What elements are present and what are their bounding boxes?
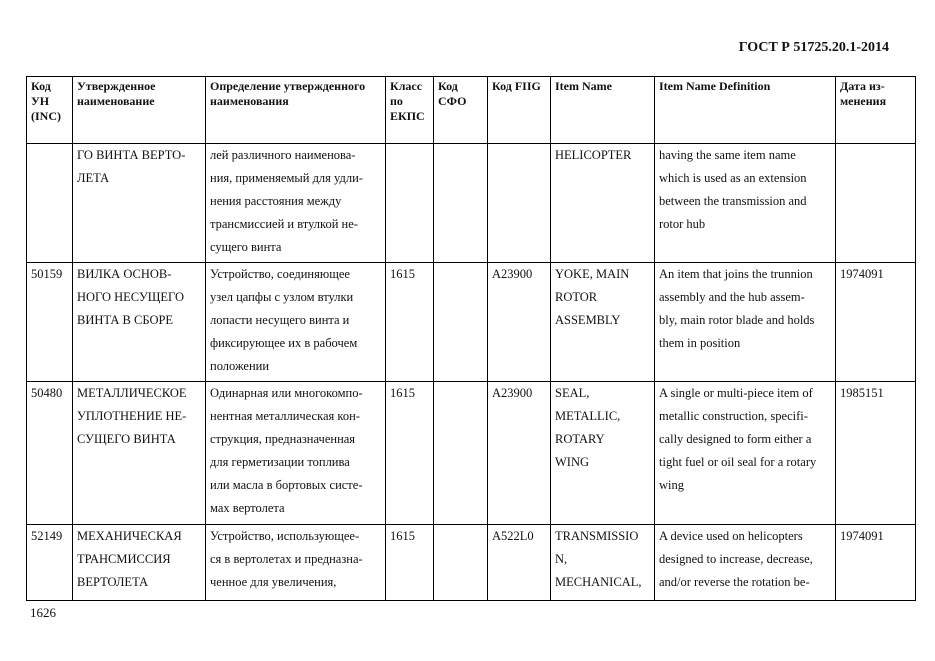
cell-fiig: A23900 xyxy=(488,263,551,382)
cell-line: ВИНТА В СБОРЕ xyxy=(77,313,174,327)
cell-line: мах вертолета xyxy=(210,501,285,515)
cell-line: MECHANICAL, xyxy=(555,575,642,589)
cell-line: HELICOPTER xyxy=(555,148,632,162)
cell-line: ROTARY xyxy=(555,432,605,446)
cell-approved-name xyxy=(73,525,206,601)
cell-line: трансмиссией и втулкой не- xyxy=(210,217,358,231)
cell-line: bly, main rotor blade and holds xyxy=(659,313,815,327)
cell-approved-name xyxy=(73,144,206,263)
cell-fiig: A522L0 xyxy=(488,525,551,601)
cell-change-date xyxy=(836,144,916,263)
cell-line: having the same item name xyxy=(659,148,796,162)
cell-line: ROTOR xyxy=(555,290,598,304)
standard-code: ГОСТ Р 51725.20.1-2014 xyxy=(738,40,889,55)
cell-line: нентная металлическая кон- xyxy=(210,409,360,423)
cell-line: для герметизации топлива xyxy=(210,455,350,469)
cell-line: НОГО НЕСУЩЕГО xyxy=(77,290,184,304)
col-header-item-name-definition: Item Name Definition xyxy=(655,77,836,144)
cell-inc: 50480 xyxy=(27,382,73,525)
table-row xyxy=(27,382,916,525)
cell-line: УПЛОТНЕНИЕ НЕ- xyxy=(77,409,187,423)
cell-line: лей различного наименова- xyxy=(210,148,356,162)
page-number: 1626 xyxy=(30,605,56,620)
cell-line: или масла в бортовых систе- xyxy=(210,478,363,492)
cell-item-name-definition xyxy=(655,525,836,601)
cell-line: СУЩЕГО ВИНТА xyxy=(77,432,176,446)
cell-line: лопасти несущего винта и xyxy=(210,313,350,327)
cell-line: wing xyxy=(659,478,684,492)
cell-line: ВИЛКА ОСНОВ- xyxy=(77,267,172,281)
cell-item-name-definition xyxy=(655,144,836,263)
table-header-row xyxy=(27,77,916,144)
cell-line: ВЕРТОЛЕТА xyxy=(77,575,149,589)
cell-line: and/or reverse the rotation be- xyxy=(659,575,810,589)
cell-line: them in position xyxy=(659,336,741,350)
cell-line: SEAL, xyxy=(555,386,590,400)
cell-line: ния, применяемый для удли- xyxy=(210,171,363,185)
cell-item-name xyxy=(551,382,655,525)
cell-change-date: 1974091 xyxy=(836,525,916,601)
cell-approved-name xyxy=(73,382,206,525)
cell-item-name xyxy=(551,525,655,601)
cell-line: N, xyxy=(555,552,568,566)
cell-line: TRANSMISSIO xyxy=(555,529,639,543)
col-header-approved-name: Утвержденное наименование xyxy=(73,77,206,144)
cell-line: узел цапфы с узлом втулки xyxy=(210,290,354,304)
col-header-definition: Определение утвержденного наименования xyxy=(206,77,386,144)
table-row xyxy=(27,525,916,601)
cell-approved-name xyxy=(73,263,206,382)
cell-line: струкция, предназначенная xyxy=(210,432,356,446)
col-header-class: Класс по ЕКПС xyxy=(386,77,434,144)
cell-class: 1615 xyxy=(386,525,434,601)
cell-line: designed to increase, decrease, xyxy=(659,552,813,566)
col-header-inc: Код УН (INC) xyxy=(27,77,73,144)
cell-class xyxy=(386,144,434,263)
cell-line: A device used on helicopters xyxy=(659,529,803,543)
cell-fiig xyxy=(488,144,551,263)
cell-line: ЛЕТА xyxy=(77,171,110,185)
cell-line: between the transmission and xyxy=(659,194,807,208)
cell-definition xyxy=(206,263,386,382)
cell-fiig: A23900 xyxy=(488,382,551,525)
col-header-sfo: Код СФО xyxy=(434,77,488,144)
cell-line: положении xyxy=(210,359,270,373)
cell-line: Устройство, соединяющее xyxy=(210,267,350,281)
cell-line: which is used as an extension xyxy=(659,171,807,185)
cell-line: ченное для увеличения, xyxy=(210,575,337,589)
cell-line: WING xyxy=(555,455,590,469)
col-header-fiig: Код FIIG xyxy=(488,77,551,144)
table-row xyxy=(27,144,916,263)
cell-class: 1615 xyxy=(386,263,434,382)
cell-line: нения расстояния между xyxy=(210,194,342,208)
cell-line: cally designed to form either a xyxy=(659,432,812,446)
cell-item-name xyxy=(551,263,655,382)
cell-line: МЕХАНИЧЕСКАЯ xyxy=(77,529,182,543)
cell-sfo xyxy=(434,263,488,382)
cell-sfo xyxy=(434,144,488,263)
cell-line: фиксирующее их в рабочем xyxy=(210,336,358,350)
cell-inc: 50159 xyxy=(27,263,73,382)
cell-definition xyxy=(206,525,386,601)
cell-line: A single or multi-piece item of xyxy=(659,386,813,400)
col-header-change-date: Дата из-менения xyxy=(836,77,916,144)
cell-line: An item that joins the trunnion xyxy=(659,267,813,281)
table-row xyxy=(27,263,916,382)
cell-item-name-definition xyxy=(655,263,836,382)
cell-inc: 52149 xyxy=(27,525,73,601)
cell-line: ТРАНСМИССИЯ xyxy=(77,552,171,566)
col-header-item-name: Item Name xyxy=(551,77,655,144)
cell-sfo xyxy=(434,525,488,601)
cell-definition xyxy=(206,382,386,525)
cell-change-date: 1974091 xyxy=(836,263,916,382)
catalog-table xyxy=(26,76,916,601)
cell-definition xyxy=(206,144,386,263)
cell-sfo xyxy=(434,382,488,525)
cell-line: сущего винта xyxy=(210,240,282,254)
cell-line: assembly and the hub assem- xyxy=(659,290,805,304)
cell-line: ГО ВИНТА ВЕРТО- xyxy=(77,148,186,162)
cell-line: METALLIC, xyxy=(555,409,621,423)
cell-line: Устройство, использующее- xyxy=(210,529,360,543)
cell-inc xyxy=(27,144,73,263)
cell-line: ся в вертолетах и предназна- xyxy=(210,552,363,566)
cell-change-date: 1985151 xyxy=(836,382,916,525)
cell-line: Одинарная или многокомпо- xyxy=(210,386,363,400)
cell-line: rotor hub xyxy=(659,217,706,231)
cell-class: 1615 xyxy=(386,382,434,525)
cell-line: ASSEMBLY xyxy=(555,313,621,327)
cell-item-name-definition xyxy=(655,382,836,525)
cell-item-name xyxy=(551,144,655,263)
cell-line: МЕТАЛЛИЧЕСКОЕ xyxy=(77,386,187,400)
cell-line: metallic construction, specifi- xyxy=(659,409,808,423)
cell-line: YOKE, MAIN xyxy=(555,267,630,281)
cell-line: tight fuel or oil seal for a rotary xyxy=(659,455,817,469)
